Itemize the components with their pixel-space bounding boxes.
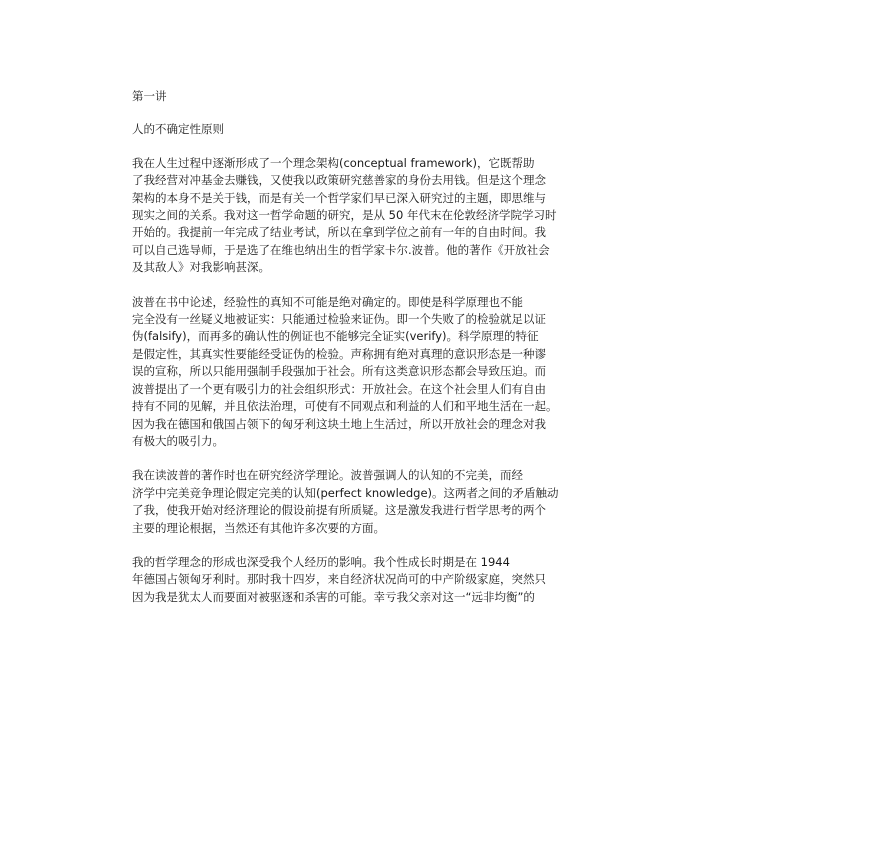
text-line: 持有不同的见解，并且依法治理，可使有不同观点和利益的人们和平地生活在一起。 — [132, 399, 558, 414]
paragraph-4 — [132, 554, 692, 606]
text-line: 波普提出了一个更有吸引力的社会组织形式：开放社会。在这个社会里人们有自由 — [132, 381, 546, 396]
text-line: 可以自己选导师，于是选了在维也纳出生的哲学家卡尔.波普。他的著作《开放社会 — [132, 242, 550, 257]
text-line: 年德国占领匈牙利时。那时我十四岁，来自经济状况尚可的中产阶级家庭，突然只 — [132, 572, 546, 587]
text-line: 济学中完美竞争理论假定完美的认知(perfect knowledge)。这两者之间的矛盾触动 — [132, 485, 559, 500]
text-line: 完全没有一丝疑义地被证实：只能通过检验来证伪。即一个失败了的检验就足以证 — [132, 312, 546, 327]
text-line: 我在读波普的著作时也在研究经济学理论。波普强调人的认知的不完美，而经 — [132, 468, 523, 483]
text-line: 因为我是犹太人而要面对被驱逐和杀害的可能。幸亏我父亲对这一“远非均衡”的 — [132, 589, 535, 604]
text-line: 架构的本身不是关于钱，而是有关一个哲学家们早已深入研究过的主题，即思维与 — [132, 190, 546, 205]
text-line: 波普在书中论述，经验性的真知不可能是绝对确定的。即使是科学原理也不能 — [132, 294, 523, 309]
text-line: 伪(falsify)，而再多的确认性的例证也不能够完全证实(verify)。科学原理的特征 — [132, 329, 539, 344]
paragraph-1 — [132, 155, 692, 277]
text-line: 主要的理论根据，当然还有其他许多次要的方面。 — [132, 520, 385, 535]
text-line: 了我经营对冲基金去赚钱，又使我以政策研究慈善家的身份去用钱。但是这个理念 — [132, 173, 546, 188]
document-body — [132, 88, 692, 623]
paragraph-2 — [132, 294, 692, 451]
text-line: 误的宣称，所以只能用强制手段强加于社会。所有这类意识形态都会导致压迫。而 — [132, 364, 546, 379]
text-line: 开始的。我提前一年完成了结业考试，所以在拿到学位之前有一年的自由时间。我 — [132, 225, 546, 240]
text-line: 了我，使我开始对经济理论的假设前提有所质疑。这是激发我进行哲学思考的两个 — [132, 503, 546, 518]
paragraph-3 — [132, 467, 692, 537]
text-line: 我的哲学理念的形成也深受我个人经历的影响。我个性成长时期是在 1944 — [132, 554, 510, 569]
text-line: 及其敌人》对我影响甚深。 — [132, 260, 270, 275]
text-line: 有极大的吸引力。 — [132, 433, 224, 448]
text-line: 我在人生过程中逐渐形成了一个理念架构(conceptual framework)，它既帮助 — [132, 155, 535, 170]
chapter-heading: 第一讲 — [132, 89, 167, 103]
text-line: 现实之间的关系。我对这一哲学命题的研究，是从 50 年代末在伦敦经济学院学习时 — [132, 208, 557, 223]
document-title: 人的不确定性原则 — [132, 122, 224, 137]
text-line: 因为我在德国和俄国占领下的匈牙利这块土地上生活过，所以开放社会的理念对我 — [132, 416, 546, 431]
text-line: 是假定性，其真实性要能经受证伪的检验。声称拥有绝对真理的意识形态是一种谬 — [132, 346, 546, 361]
